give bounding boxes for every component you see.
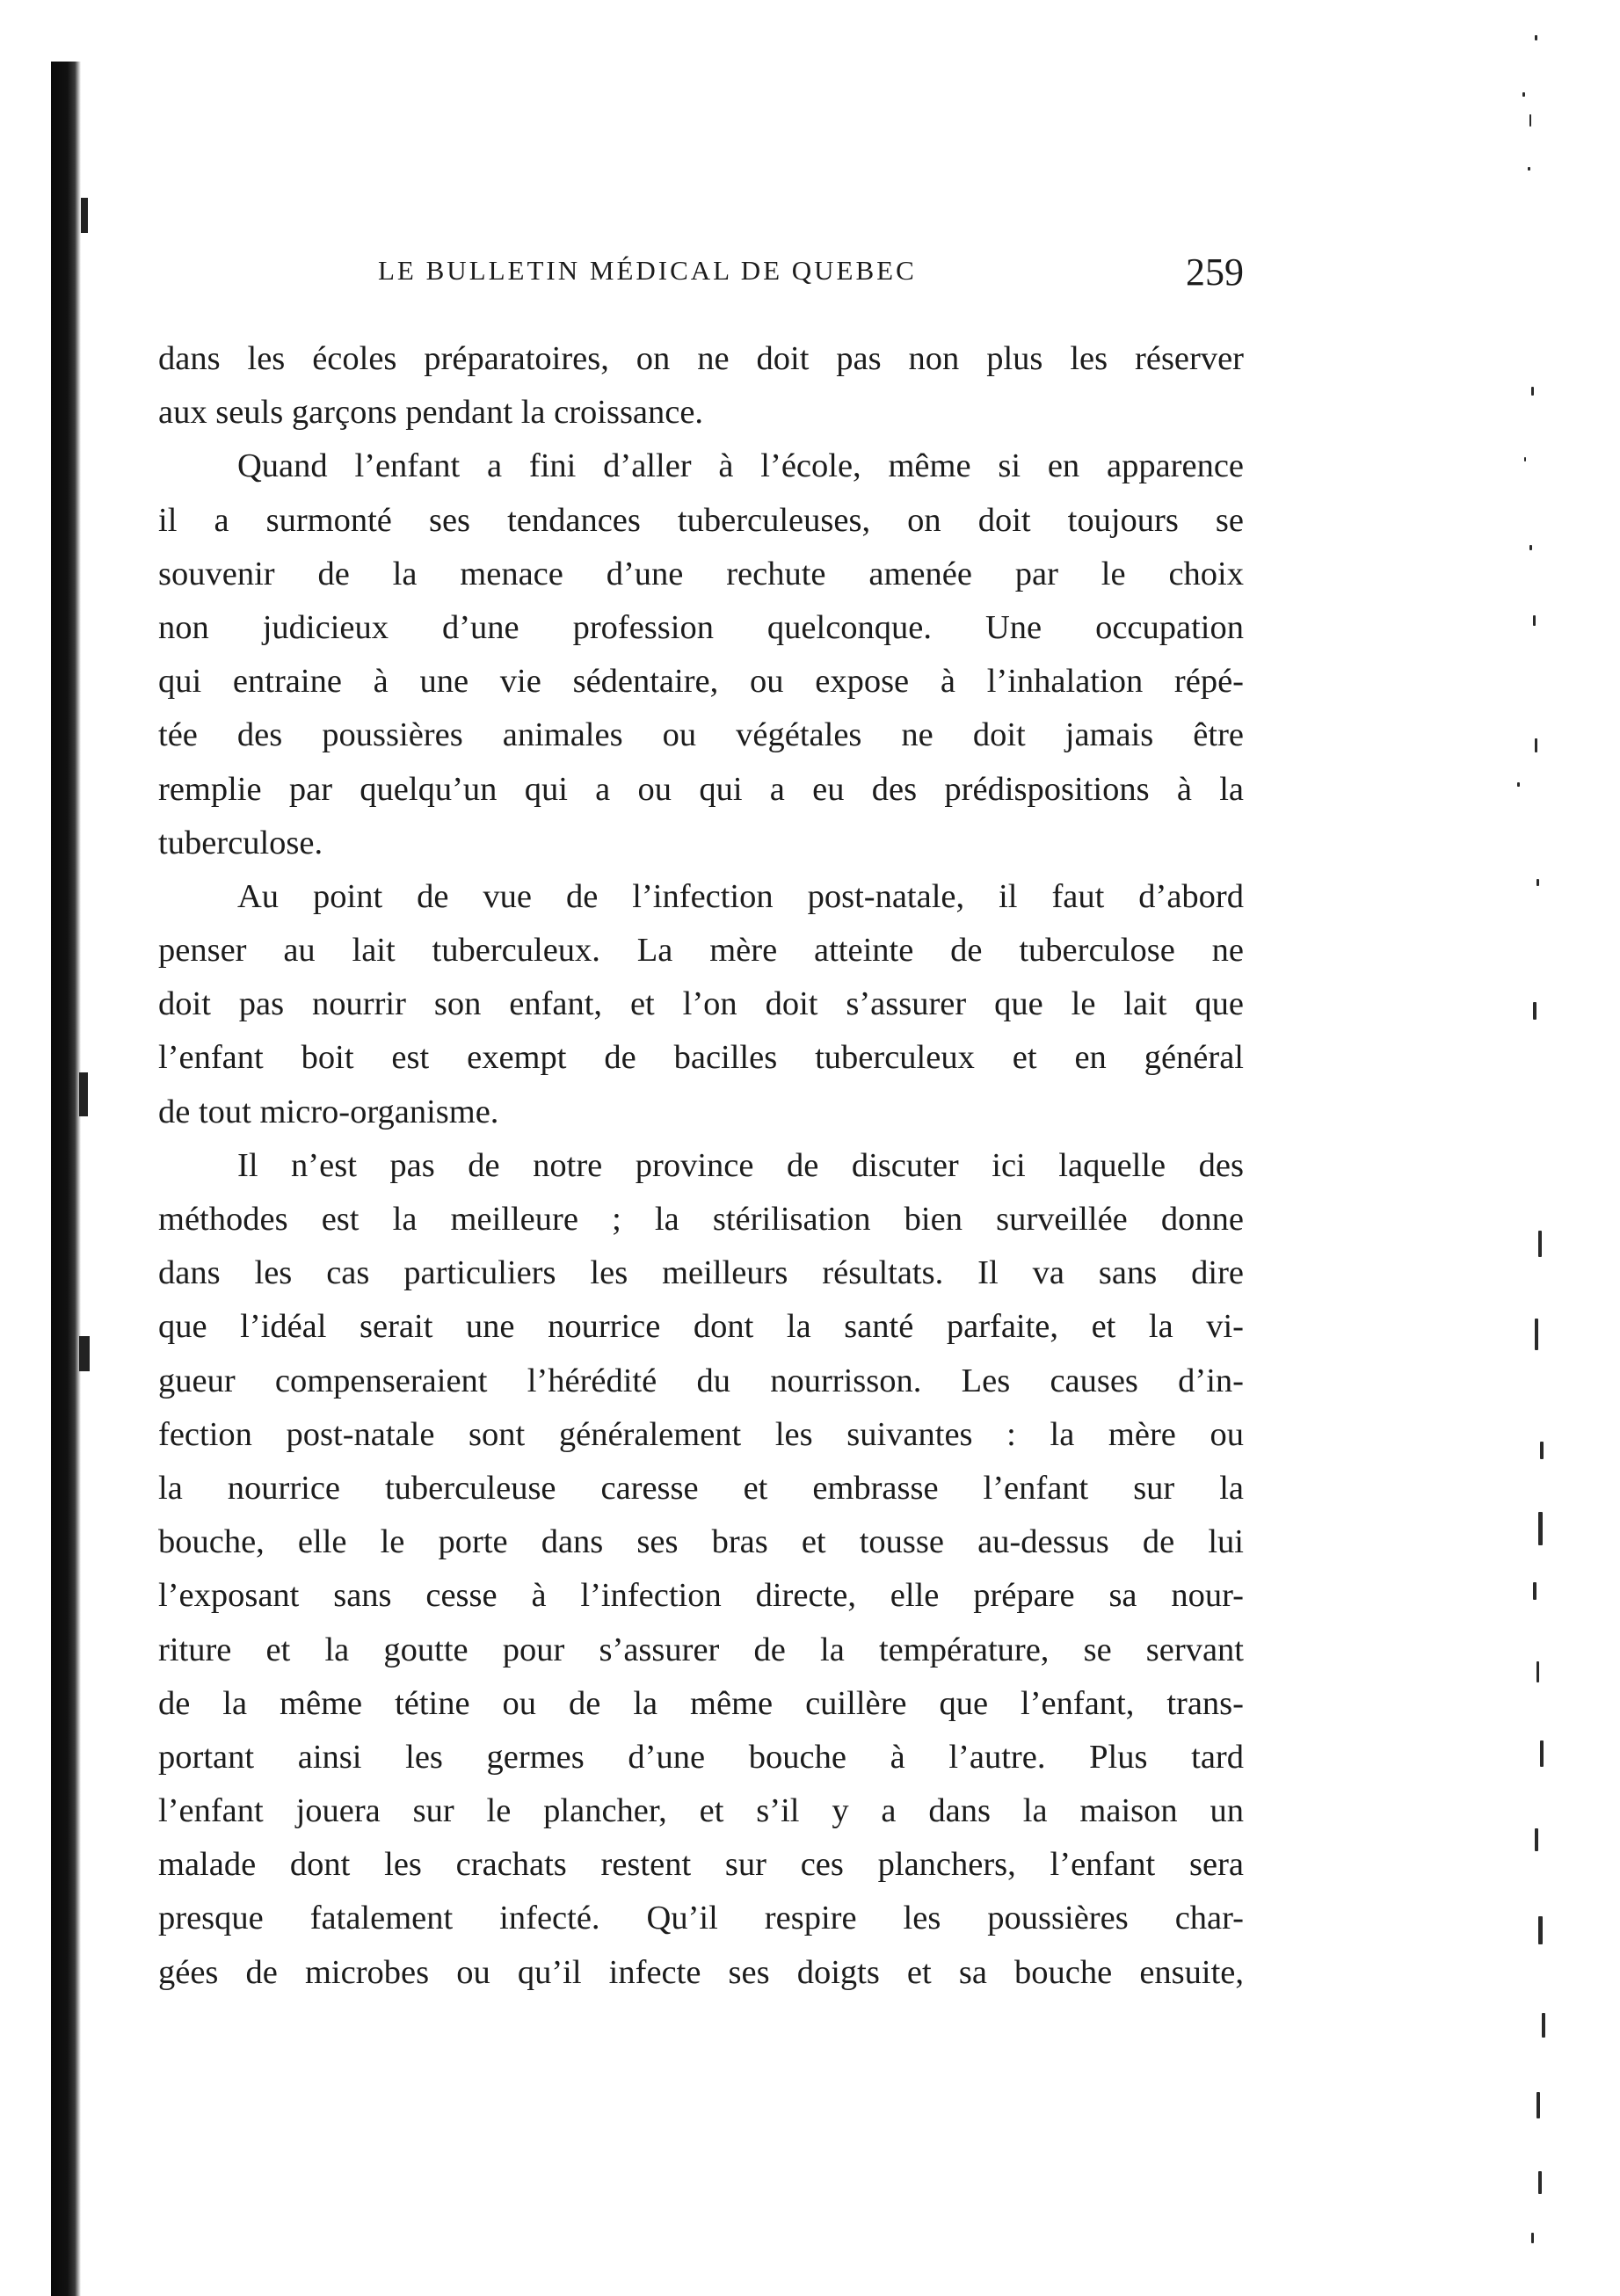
text-line: fection post-natale sont généralement les suivantes : la mère ou [158,1415,1244,1453]
running-title: LE BULLETIN MÉDICAL DE QUEBEC [378,255,917,286]
text-line: dans les cas particuliers les meilleurs résultats. Il va sans dire [158,1254,1244,1292]
body-text [158,332,1244,2000]
text-line: riture et la goutte pour s’assurer de la température, se servant [158,1631,1244,1668]
text-line: que l’idéal serait une nourrice dont la santé parfaite, et la vi- [158,1308,1244,1346]
running-head [158,251,1244,299]
text-line: doit pas nourrir son enfant, et l’on doit s’assurer que le lait que [158,985,1244,1023]
text-line: penser au lait tuberculeux. La mère atteinte de tuberculose ne [158,932,1244,970]
text-line: Au point de vue de l’infection post-natale, il faut d’abord [237,877,1244,915]
text-line: Quand l’enfant a fini d’aller à l’école, même si en apparence [237,447,1244,485]
text-line: bouche, elle le porte dans ses bras et tousse au-dessus de lui [158,1523,1244,1561]
paragraph [158,440,1244,870]
binding-speck [79,1072,88,1116]
text-line: malade dont les crachats restent sur ces planchers, l’enfant sera [158,1846,1244,1884]
text-line: l’exposant sans cesse à l’infection directe, elle prépare sa nour- [158,1577,1244,1615]
text-line: de tout micro-organisme. [158,1093,499,1130]
text-line: tée des poussières animales ou végétales ne doit jamais être [158,716,1244,754]
text-line: remplie par quelqu’un qui a ou qui a eu des prédispositions à la [158,770,1244,808]
text-line: Il n’est pas de notre province de discuter ici laquelle des [237,1146,1244,1184]
paragraph [158,1139,1244,2000]
binding-speck [79,1336,90,1371]
text-line: qui entraine à une vie sédentaire, ou expose à l’inhalation répé- [158,663,1244,701]
text-line: non judicieux d’une profession quelconque. Une occupation [158,608,1244,646]
text-line: souvenir de la menace d’une rechute amenée par le choix [158,555,1244,592]
text-line: portant ainsi les germes d’une bouche à l’autre. Plus tard [158,1738,1244,1776]
text-line: aux seuls garçons pendant la croissance. [158,394,704,432]
text-line: de la même tétine ou de la même cuillère que l’enfant, trans- [158,1684,1244,1722]
paragraph [158,332,1244,440]
binding-speck [81,198,88,233]
binding-shadow [51,62,81,2296]
paragraph [158,870,1244,1139]
text-line: presque fatalement infecté. Qu’il respire les poussières char- [158,1900,1244,1937]
text-line: l’enfant boit est exempt de bacilles tuberculeux et en général [158,1039,1244,1077]
text-line: méthodes est la meilleure ; la stérilisation bien surveillée donne [158,1201,1244,1238]
text-line: la nourrice tuberculeuse caresse et embrasse l’enfant sur la [158,1469,1244,1507]
text-line: gées de microbes ou qu’il infecte ses doigts et sa bouche ensuite, [158,1953,1244,1991]
text-line: dans les écoles préparatoires, on ne doit pas non plus les réserver [158,340,1244,377]
text-line: l’enfant jouera sur le plancher, et s’il y a dans la maison un [158,1792,1244,1830]
page-number: 259 [1186,251,1244,294]
text-line: tuberculose. [158,824,323,861]
scan-edge-noise [1512,0,1609,2296]
text-line: il a surmonté ses tendances tuberculeuses, on doit toujours se [158,501,1244,539]
text-line: gueur compenseraient l’hérédité du nourrisson. Les causes d’in- [158,1362,1244,1399]
